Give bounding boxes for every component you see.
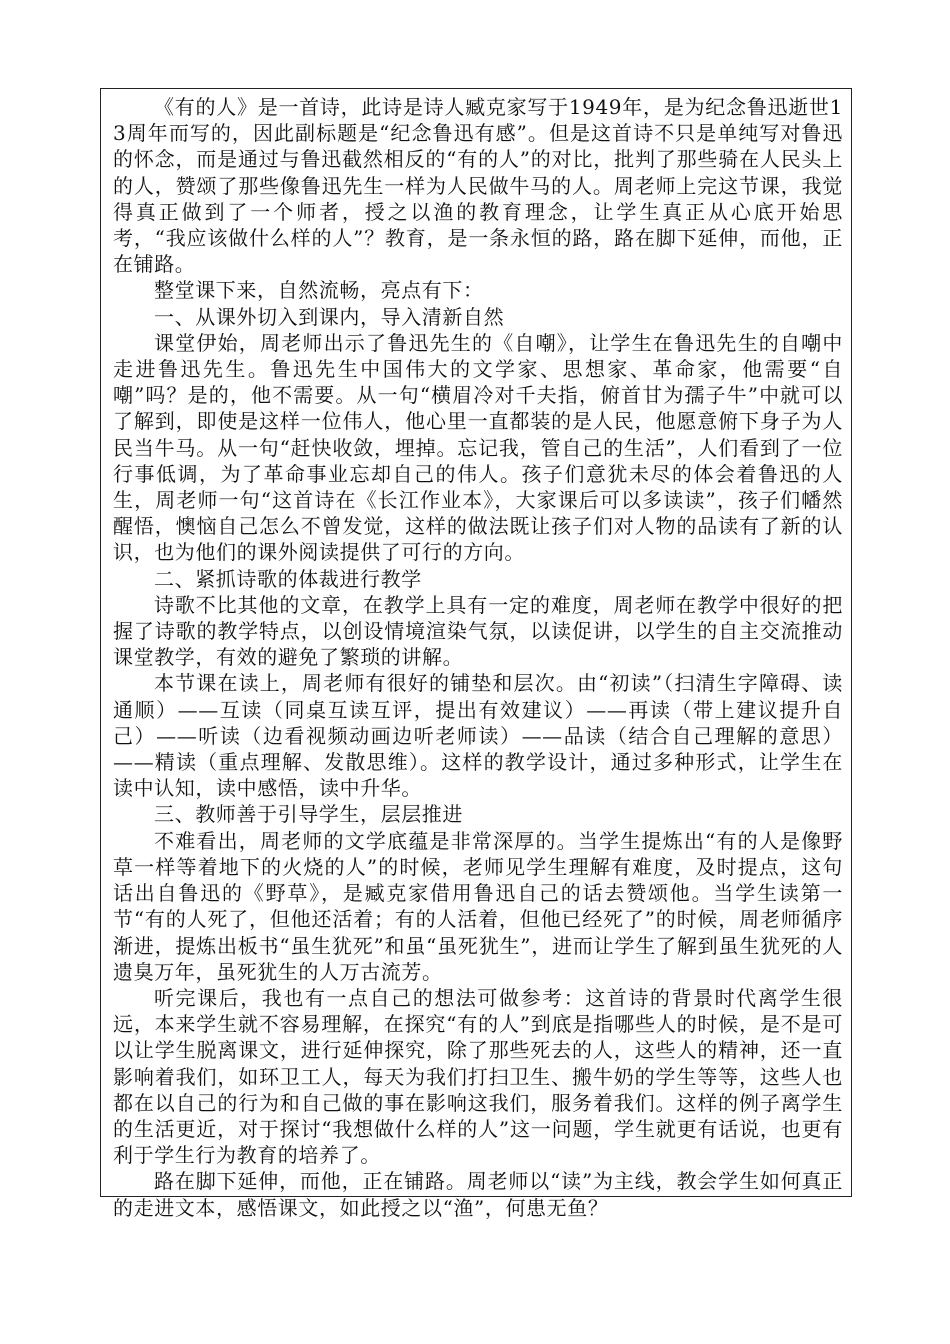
closing-paragraph: 路在脚下延伸，而他，正在铺路。周老师以“读”为主线，教会学生如何真正的走进文本，感悟课文，如此授之以“渔”，何患无鱼？ [113, 1169, 843, 1220]
section-heading-2: 二、紧抓诗歌的体裁进行教学 [154, 566, 422, 591]
section-2-paragraph-1: 诗歌不比其他的文章，在教学上具有一定的难度，周老师在教学中很好的把握了诗歌的教学特点，以创设情境渲染气氛，以读促讲，以学生的自主交流推动课堂教学，有效的避免了繁琐的讲解。 [113, 592, 843, 670]
document-frame [100, 88, 852, 1220]
section-3-paragraph: 不难看出，周老师的文学底蕴是非常深厚的。当学生提炼出“有的人是像野草一样等着地下的火烧的人”的时候，老师见学生理解有难度，及时提点，这句话出自鲁迅的《野草》，是臧克家借用鲁迅自己的话去赞颂他。当学生读第一节“有的人死了，但他还活着；有的人活着，但他已经死了”的时候，周老师循序渐进，提炼出板书“虽生犹死”和虽“虽死犹生”，进而让学生了解到虽生犹死的人遗臭万年，虽死犹生的人万古流芳。 [113, 828, 843, 984]
summary-line: 整堂课下来，自然流畅，亮点有下： [154, 278, 484, 303]
suggestion-paragraph: 听完课后，我也有一点自己的想法可做参考：这首诗的背景时代离学生很远，本来学生就不容易理解，在探究“有的人”到底是指哪些人的时候，是不是可以让学生脱离课文，进行延伸探究，除了那些死去的人，这些人的精神，还一直影响着我们，如环卫工人，每天为我们打扫卫生、搬牛奶的学生等等，这些人也都在以自己的行为和自己做的事在影响这我们，服务着我们。这样的例子离学生的生活更近，对于探讨“我想做什么样的人”这一问题，学生就更有话说，也更有利于学生行为教育的培养了。 [113, 985, 843, 1168]
section-1-paragraph: 课堂伊始，周老师出示了鲁迅先生的《自嘲》，让学生在鲁迅先生的自嘲中走进鲁迅先生。鲁迅先生中国伟大的文学家、思想家、革命家，他需要“自嘲”吗？是的，他不需要。从一句“横眉冷对千夫指，俯首甘为孺子牛”中就可以了解到，即使是这样一位伟人，他心里一直都装的是人民，他愿意俯下身子为人民当牛马。从一句“赶快收敛，埋掉。忘记我，管自己的生活”，人们看到了一位行事低调，为了革命事业忘却自己的伟人。孩子们意犹未尽的体会着鲁迅的人生，周老师一句“这首诗在《长江作业本》，大家课后可以多读读”，孩子们幡然醒悟，懊恼自己怎么不曾发觉，这样的做法既让孩子们对人物的品读有了新的认识，也为他们的课外阅读提供了可行的方向。 [113, 330, 843, 565]
section-heading-1: 一、从课外切入到课内，导入清新自然 [154, 304, 505, 329]
document-body [113, 94, 843, 1221]
intro-paragraph: 《有的人》是一首诗，此诗是诗人臧克家写于1949年，是为纪念鲁迅逝世13周年而写的，因此副标题是“纪念鲁迅有感”。但是这首诗不只是单纯写对鲁迅的怀念，而是通过与鲁迅截然相反的“有的人”的对比，批判了那些骑在人民头上的人，赞颂了那些像鲁迅先生一样为人民做牛马的人。周老师上完这节课，我觉得真正做到了一个师者，授之以渔的教育理念，让学生真正从心底开始思考，“我应该做什么样的人”？教育，是一条永恒的路，路在脚下延伸，而他，正在铺路。 [113, 95, 843, 277]
section-2-paragraph-2: 本节课在读上，周老师有很好的铺垫和层次。由“初读”（扫清生字障碍、读通顺）——互读（同桌互读互评，提出有效建议）——再读（带上建议提升自己）——听读（边看视频动画边听老师读）——品读（结合自己理解的意思）——精读（重点理解、发散思维）。这样的教学设计，通过多种形式，让学生在读中认知，读中感悟，读中升华。 [113, 671, 843, 801]
section-heading-3: 三、教师善于引导学生，层层推进 [154, 802, 463, 827]
